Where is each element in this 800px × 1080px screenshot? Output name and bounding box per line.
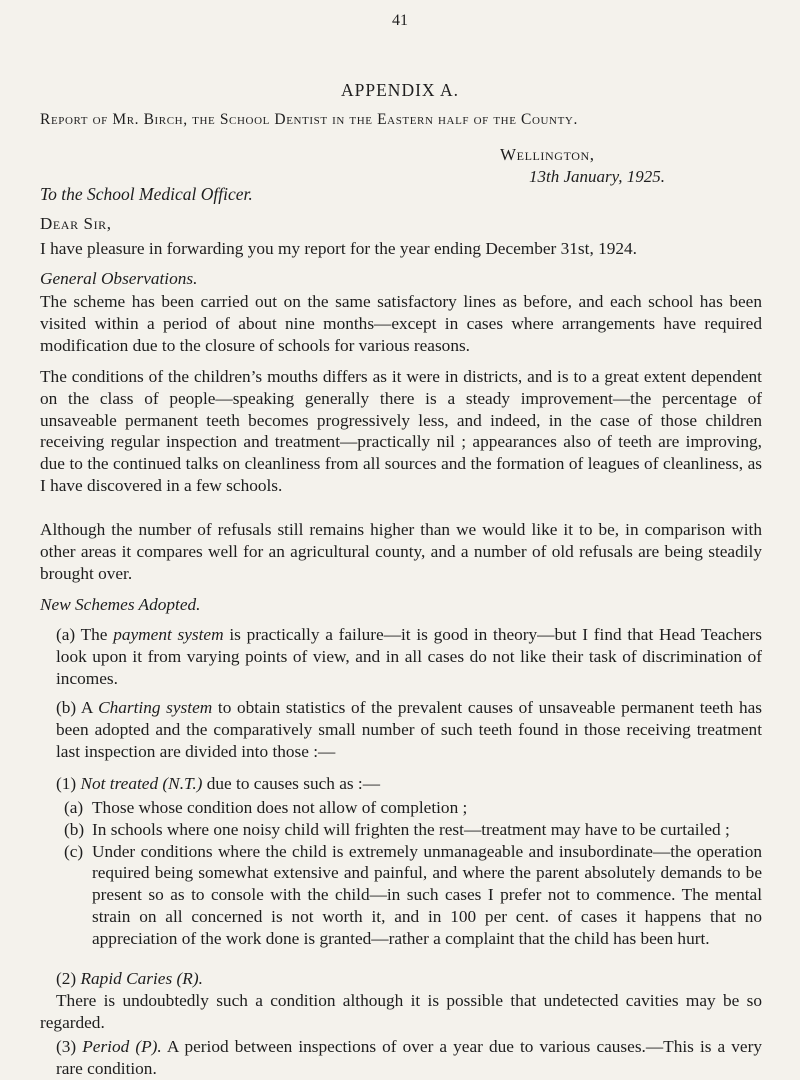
new-schemes-heading: New Schemes Adopted. — [40, 595, 201, 614]
intro-paragraph: I have pleasure in forwarding you my report for the year ending December 31st, 1924. — [40, 239, 637, 258]
appendix-title: APPENDIX A. — [341, 80, 459, 100]
cause-1-label: (1) — [56, 774, 77, 793]
cause-2-label: (2) — [56, 969, 77, 988]
cause-1-abbr: (N.T.) — [162, 774, 203, 793]
scheme-b-name: Charting system — [98, 698, 213, 717]
date-day: 13th — [529, 167, 560, 186]
cause-3-label: (3) — [56, 1037, 77, 1056]
scheme-a-label: (a) — [56, 625, 76, 644]
cause-3-title: Period — [82, 1037, 130, 1056]
subcause-item — [64, 797, 762, 819]
cause-3-abbr: (P). — [135, 1037, 162, 1056]
general-observations-heading: General Observations. — [40, 269, 198, 288]
paragraph-1: The scheme has been carried out on the same satisfactory lines as before, and each school has been visited within a period of about nine months—except in cases where arrangements have required modification due to the closure of schools for various reasons. — [40, 292, 762, 355]
cause-2 — [56, 968, 762, 990]
page-number: 41 — [392, 12, 408, 29]
scheme-a-name: payment system — [113, 625, 224, 644]
cause-2-abbr: (R). — [176, 969, 203, 988]
subcause-list — [64, 797, 762, 950]
date-rest: January, 1925. — [563, 167, 666, 186]
paragraph-2: The conditions of the children’s mouths differs as it were in districts, and is to a great extent dependent on the class of people—speaking generally there is a steady improvement—the percentage of unsaveable permanent teeth becomes progressively less, and indeed, in the case of those children receiving regular inspection and treatment—practically nil ; appearances also of teeth are improving, due to the continued talks on cleanliness from all sources and the formation of leagues of cleanliness, as I have discovered in a few schools. — [40, 367, 762, 495]
addressee: To the School Medical Officer. — [40, 184, 253, 204]
scheme-b-pre: A — [80, 698, 93, 717]
subcause-text: In schools where one noisy child will frighten the rest—treatment may have to be curtailed ; — [92, 819, 730, 839]
subcause-item — [64, 819, 762, 841]
cause-2-title: Rapid Caries — [80, 969, 173, 988]
cause-3-text: A period between inspections of over a year due to various causes.—This is a very rare condition. — [56, 1037, 762, 1078]
address-date — [529, 167, 665, 187]
cause-2-text: There is undoubtedly such a condition although it is possible that undetected cavities may be so regarded. — [40, 991, 762, 1032]
subcause-label: (b) — [64, 819, 85, 839]
subcause-text: Those whose condition does not allow of completion ; — [92, 798, 468, 817]
scheme-a-pre: The — [80, 625, 108, 644]
cause-1-text: due to causes such as :— — [206, 774, 381, 793]
subcause-item — [64, 841, 762, 950]
address-place: Wellington, — [500, 145, 595, 164]
scheme-b-label: (b) — [56, 698, 77, 717]
scheme-a — [56, 624, 762, 689]
cause-1-title: Not treated — [80, 774, 159, 793]
subcause-text: Under conditions where the child is extremely unmanageable and insubordinate—the operation required being somewhat extensive and painful, and where the parent absolutely demands to be present so as to console with the child—in such cases I prefer not to commence. The mental strain on all concerned is not worth it, and in 100 per cent. of cases it happens that no appreciation of the work done is granted—rather a complaint that the child has been hurt. — [92, 841, 762, 948]
subcause-label: (a) — [64, 798, 84, 817]
paragraph-3: Although the number of refusals still remains higher than we would like it to be, in comparison with other areas it compares well for an agricultural county, and a number of old refusals are being steadily brought over. — [40, 520, 762, 583]
cause-3 — [56, 1036, 762, 1080]
cause-1 — [56, 773, 762, 795]
salutation: Dear Sir, — [40, 214, 112, 233]
scheme-b — [56, 697, 762, 762]
scheme-a-text: is practically a failure—it is good in theory—but I find that Head Teachers look upon it from varying points of view, and in all cases do not like their task of discrimination of incomes. — [56, 625, 762, 688]
subcause-label: (c) — [64, 841, 84, 861]
scheme-b-text: to obtain statistics of the prevalent causes of unsaveable permanent teeth has been adopted and the comparatively small number of such teeth found in those receiving treatment last inspection are divided into those :— — [56, 698, 762, 761]
report-title: Report of Mr. Birch, the School Dentist in the Eastern half of the County. — [40, 111, 578, 128]
